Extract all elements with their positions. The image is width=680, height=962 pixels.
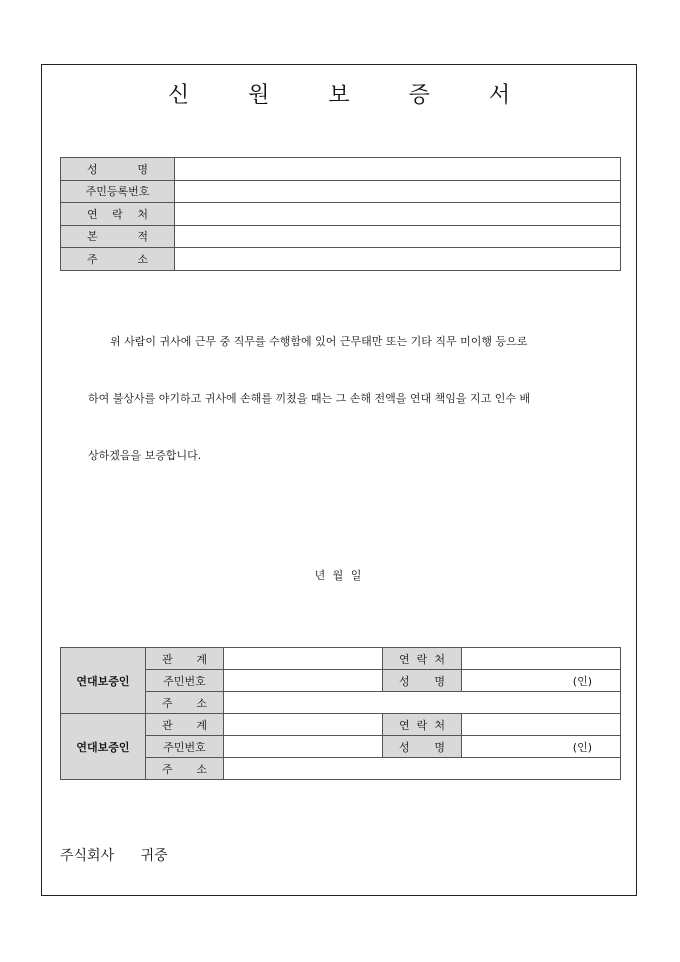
footer-suffix: 귀중 xyxy=(140,848,168,864)
guarantor-1-name-label: 성 명 xyxy=(383,670,462,692)
body-line-2: 하여 불상사를 야기하고 귀사에 손해를 끼쳤을 때는 그 손해 전액을 연대 책임을 지고 인수 배 xyxy=(88,392,531,405)
field-address[interactable] xyxy=(175,248,621,271)
info-row-resident-number xyxy=(61,180,621,203)
guarantor-1-contact-label: 연 락 처 xyxy=(383,648,462,670)
label-contact: 연 락 처 xyxy=(61,203,175,226)
guarantor-1-relation-label: 관 계 xyxy=(146,648,224,670)
guarantor-1-label: 연대보증인 xyxy=(61,648,146,714)
footer-company: 주식회사 xyxy=(60,848,115,864)
guarantor-2-row-1 xyxy=(61,714,621,736)
guarantor-2-name-label: 성 명 xyxy=(383,736,462,758)
field-contact[interactable] xyxy=(175,203,621,226)
field-name[interactable] xyxy=(175,158,621,181)
label-address: 주 소 xyxy=(61,248,175,271)
guarantor-1-contact-field[interactable] xyxy=(462,648,621,670)
guarantor-2-address-label: 주 소 xyxy=(146,758,224,780)
document-title: 신 원 보 증 서 xyxy=(167,83,537,108)
body-line-1: 위 사람이 귀사에 근무 중 직무를 수행함에 있어 근무태만 또는 기타 직무 미이행 등으로 xyxy=(110,335,528,348)
guarantor-2-id-label: 주민번호 xyxy=(146,736,224,758)
guarantor-1-id-label: 주민번호 xyxy=(146,670,224,692)
personal-info-table xyxy=(60,157,621,271)
guarantor-1-name-field[interactable] xyxy=(462,670,621,692)
body-line-3: 상하겠음을 보증합니다. xyxy=(88,449,202,462)
date-line: 년 월 일 xyxy=(314,569,364,582)
guarantor-1-address-field[interactable] xyxy=(224,692,621,714)
guarantor-2-contact-label: 연 락 처 xyxy=(383,714,462,736)
guarantor-2-name-field[interactable] xyxy=(462,736,621,758)
field-resident-number[interactable] xyxy=(175,180,621,203)
info-row-contact xyxy=(61,203,621,226)
guarantor-2-label: 연대보증인 xyxy=(61,714,146,780)
label-resident-number: 주민등록번호 xyxy=(61,180,175,203)
label-name: 성 명 xyxy=(61,158,175,181)
info-row-address xyxy=(61,248,621,271)
guarantor-2-id-field[interactable] xyxy=(224,736,383,758)
guarantor-2-address-field[interactable] xyxy=(224,758,621,780)
info-row-domicile xyxy=(61,225,621,248)
guarantor-2-relation-label: 관 계 xyxy=(146,714,224,736)
label-domicile: 본 적 xyxy=(61,225,175,248)
guarantor-1-address-label: 주 소 xyxy=(146,692,224,714)
guarantor-1-relation-field[interactable] xyxy=(224,648,383,670)
guarantor-2-contact-field[interactable] xyxy=(462,714,621,736)
guarantor-1-id-field[interactable] xyxy=(224,670,383,692)
guarantor-1-seal: (인) xyxy=(572,674,592,688)
field-domicile[interactable] xyxy=(175,225,621,248)
footer-recipient xyxy=(60,845,168,865)
info-row-name xyxy=(61,158,621,181)
guarantor-table xyxy=(60,647,621,780)
guarantor-1-row-1 xyxy=(61,648,621,670)
guarantor-2-relation-field[interactable] xyxy=(224,714,383,736)
guarantor-2-seal: (인) xyxy=(572,740,592,754)
